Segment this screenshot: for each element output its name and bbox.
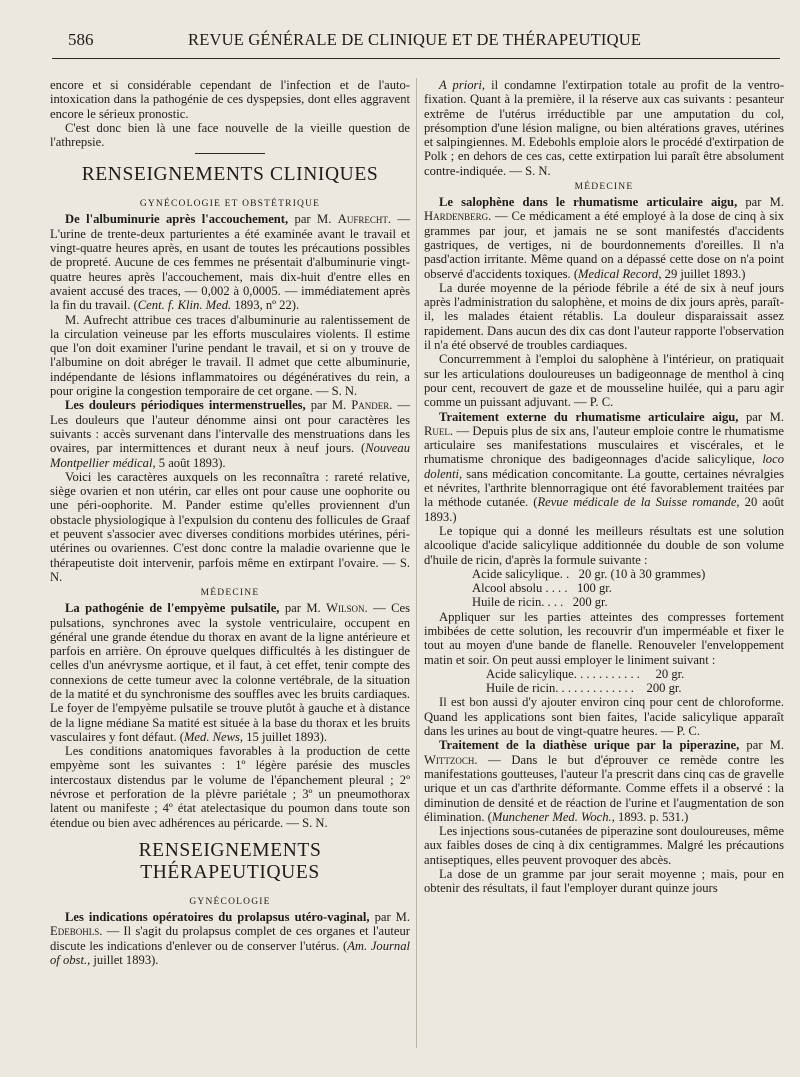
paragraph: Les injections sous-cutanées de piperazine sont douloureuses, même aux faibles doses de cinq à dix centigrammes. Malgré les précautions antiseptiques, elles peuvent provoquer des abcès.: [424, 824, 784, 867]
article-body: — Ces pulsations, synchrones avec la systole ventriculaire, occupent en général une grande étendue du thorax en avant de la ligne antérieure et parfois en arrière. On éprouve quelques difficultés à les distinguer de celles d'un anévrysme aortique, et il faut, à cet effet, tenir compte des connexions de cette tumeur avec la colonne vertébrale, de la situation de la matité et du synchronisme des souffles avec les bruits cardiaques. Le foyer de l'empyème pulsatile se trouve plutôt à gauche et à distance de la ligne médiane Sa matité est située à la base du thorax et les bruits vasculaires y font défaut. (: [50, 601, 411, 744]
article-intermenstrual-pain: [50, 398, 410, 469]
article-title: Traitement externe du rhumatisme articulaire aigu,: [439, 409, 739, 424]
article-body: — Il s'agit du prolapsus complet de ces organes et l'auteur discute les indications d'enlever ou de conserver l'utérus. (: [50, 924, 410, 953]
right-column: [424, 78, 784, 896]
short-rule: [195, 153, 265, 154]
paragraph: Appliquer sur les parties atteintes des compresses fortement imbibées de cette solution, les recouvrir d'un imperméable et fixer le tout au moyen d'une bande de flanelle. Renouveler l'enveloppement matin et soir. On peut aussi employer le liniment suivant :: [424, 609, 784, 667]
article-body: — Ce médicament a été employé à la dose de cinq à six grammes par jour, et jamais ne se sont manifestés d'accidents gastriques, de vertiges, ni de bourdonnements d'oreilles. Il n'a pasd'action irritante. Même quand on a dépassé cette dose on n'a point observé d'accidents toxiques. (: [424, 209, 784, 281]
citation: Am. Journal of obst.,: [50, 938, 410, 967]
author: Edebohls.: [50, 924, 103, 939]
running-title: REVUE GÉNÉRALE DE CLINIQUE ET DE THÉRAPEUTIQUE: [188, 30, 642, 49]
formula-line: Acide salicylique. . 20 gr. (10 à 30 grammes): [472, 566, 706, 581]
author: Wittzoch.: [424, 752, 478, 767]
article-title: Les indications opératoires du prolapsus utéro-vaginal,: [65, 909, 370, 924]
citation: Med. News,: [183, 729, 244, 744]
subheading-gynecology: GYNÉCOLOGIE ET OBSTÉTRIQUE: [139, 199, 321, 210]
paragraph: Concurremment à l'emploi du salophène à l'intérieur, on pratiquait sur les articulations douloureuses un badigeonnage de menthol à cinq pour cent, recouvert de gaze et de mousseline huilée, qui a paru agir comme un puissant adjuvant. — P. C.: [424, 352, 784, 410]
byline: par M.: [739, 738, 784, 753]
article-title: De l'albuminurie après l'accouchement,: [65, 212, 289, 227]
formula-line: Alcool absolu . . . . 100 gr.: [472, 581, 612, 596]
column-separator: [416, 78, 417, 1048]
left-column: [50, 78, 410, 967]
paragraph-text: il condamne l'extirpation totale au profit de la ventro-fixation. Quant à la première, il la réserve aux cas suivants : pesanteur extrême de l'utérus irréductible par une amputation du col, présomption d'une lésion maligne, ou bien altérations graves, utérines et salpingiennes. M. Edebohls emploie alors le procédé d'extirpation de Polk ; en dehors de ces cas, cette extirpation lui paraît être absolument contre-indiquée. — S. N.: [424, 78, 785, 178]
paragraph: [424, 78, 784, 178]
citation-tail: 1893, nº 22).: [231, 298, 300, 313]
citation-tail: 5 août 1893).: [155, 455, 226, 470]
byline: par M.: [738, 409, 784, 424]
article-piperazine: [424, 738, 784, 824]
citation: Cent. f. Klin. Med.: [137, 298, 232, 313]
subheading-medicine: MÉDECINE: [200, 588, 260, 599]
article-prolapse: [50, 910, 410, 967]
paragraph: Il est bon aussi d'y ajouter environ cinq pour cent de chloroforme. Quand les applications sont bien faites, l'acide salicylique apparaît dans les urines au bout de vingt-quatre heures. — P. C.: [424, 695, 784, 739]
author: Aufrecht.: [337, 212, 391, 227]
paragraph: Le topique qui a donné les meilleurs résultats est une solution alcoolique d'acide salicylique additionnée du double de son volume d'huile de ricin, d'après la formule suivante :: [424, 523, 784, 567]
subheading-medicine: MÉDECINE: [574, 182, 634, 193]
page-number: 586: [68, 30, 94, 49]
article-body: — Dans le but d'éprouver ce remède contre les manifestations goutteuses, l'auteur l'a prescrit dans cinq cas de gravelle urique et un cas d'arthrite déformante. Comme effets il a observé : la diminution de densité et de réaction de l'urine et l'augmentation de son élimination. (: [424, 752, 784, 824]
article-external-treatment: [424, 410, 784, 524]
citation: Munchener Med. Woch.,: [491, 809, 615, 824]
byline: par M.: [737, 195, 784, 210]
author: Pander.: [351, 398, 393, 413]
article-salophene: [424, 195, 784, 281]
article-title: Le salophène dans le rhumatisme articulaire aigu,: [439, 195, 738, 210]
article-body: sans médication concomitante. La goutte, certaines névralgies et névrites, l'arthrite blennorragique ont été favorablement traitées par la méthode cutanée. (: [424, 466, 784, 510]
header-rule: [52, 58, 780, 59]
paragraph: C'est donc bien là une face nouvelle de la vieille question de l'athrepsie.: [50, 120, 410, 150]
article-body: — L'urine de trente-deux parturientes a été examinée avant le travail et vingt-quatre heures après, en usant de toutes les précautions possibles de propreté. Aucune de ces femmes ne présentait d'albuminurie vingt-quatre heures après l'accouchement, mais dix-huit d'entre elles en avaient accusé des traces, — 0,002 à 0,0005. — immédiatement après la fin du travail. (: [50, 212, 410, 313]
citation-tail: 1893. p. 531.): [614, 809, 689, 824]
paragraph: M. Aufrecht attribue ces traces d'albuminurie au ralentissement de la circulation veineuse par les efforts musculaires violents. Il estime que l'on doit examiner l'urine pendant le travail, et si on y trouve de l'albumine on doit abréger le travail. Il admet que cette albuminurie, indépendante de lésions inflammatoires ou dégénératives du rein, a pour origine la congestion temporaire de cet organe. — S. N.: [50, 312, 410, 399]
paragraph: Les conditions anatomiques favorables à la production de cette empyème sont les suivantes : 1º légère parésie des muscles intercostaux distendus par le volume de l'épanchement pleural ; 2º névrose et perforation de la plèvre pariétale ; 3º un pneumothorax latent ou manifeste ; 4º état atelectasique du poumon dans toute son étendue ou bien avec adhérences au péricarde. — S. N.: [50, 744, 410, 830]
page-header: [58, 30, 772, 52]
author: Hardenberg.: [424, 209, 492, 224]
citation: Nouveau Montpellier médical,: [50, 441, 410, 470]
article-body: — Depuis plus de six ans, l'auteur emploie contre le rhumatisme articulaire ses manifestations musculaires et viscérales, et le rhumatisme chronique des badigeonnages d'acide salicylique,: [424, 423, 784, 467]
article-pulsatile-empyema: [50, 601, 410, 744]
byline: par M.: [369, 909, 410, 924]
paragraph: La dose de un gramme par jour serait moyenne ; mais, pour en obtenir des résultats, il faut l'employer durant quinze jours: [424, 867, 784, 896]
section-title-clinical: RENSEIGNEMENTS CLINIQUES: [81, 164, 379, 186]
citation-tail: juillet 1893).: [90, 952, 159, 967]
byline: par M.: [305, 398, 352, 413]
citation-tail: 29 juillet 1893.): [661, 266, 746, 281]
formula-line: Huile de ricin. . . . 200 gr.: [472, 595, 608, 610]
citation-tail: 20 août 1893.): [424, 495, 784, 524]
byline: par M.: [288, 212, 338, 227]
citation-tail: 15 juillet 1893).: [243, 729, 328, 744]
subheading-gynecology: GYNÉCOLOGIE: [189, 896, 271, 907]
citation: Medical Record,: [578, 266, 662, 281]
paragraph: encore et si considérable cependant de l'infection et de l'auto-intoxication dans la pathogénie de ces dyspepsies, dont elles aggravent encore le sérieux pronostic.: [50, 78, 410, 121]
citation: Revue médicale de la Suisse romande,: [537, 495, 740, 510]
article-title: Traitement de la diathèse urique par la piperazine,: [439, 738, 740, 753]
article-body: — Les douleurs que l'auteur dénomme ainsi ont pour caractères les suivants : accès survenant dans l'intervalle des menstruations dans les ovaires, par intermittences et durant neux à neuf jours. (: [50, 398, 410, 456]
paragraph: La durée moyenne de la période fébrile a été de six à neuf jours après l'administration du salophène, et moins de dix jours après, paraît-il, les malades étaient rétablis. La douleur disparaissait assez rapidement. Dans aucun des dix cas dont l'auteur rapporte l'observation il n'a été observé de troubles cardiaques.: [424, 280, 784, 353]
article-albuminuria: [50, 212, 410, 312]
formula-line: Huile de ricin. . . . . . . . . . . . . 200 gr.: [486, 681, 682, 696]
emphasis: loco dolenti,: [424, 452, 784, 481]
section-title-therapeutic: RENSEIGNEMENTS THÉRAPEUTIQUES: [138, 839, 322, 883]
paragraph: Voici les caractères auxquels on les reconnaîtra : rareté relative, siège ovarien et non utérin, car elles ont pour cause une oophorite ou une péri-oophorite. M. Pander estime qu'elles proviennent d'un obstacle physiologique à l'expulsion du contenu des follicules de Graaf et peuvent s'associer avec diverses conditions morbides utérines, péri-utérines ou ovariennes. C'est donc contre la maladie ovarienne que le thérapeutiste doit intervenir, parfois même en extirpant l'ovaire. — S. N.: [50, 469, 410, 584]
article-title: La pathogénie de l'empyème pulsatile,: [65, 601, 280, 616]
formula-line: Acide salicylique. . . . . . . . . . . 20 gr.: [486, 666, 685, 681]
article-title: Les douleurs périodiques intermenstruelles,: [65, 398, 306, 413]
emphasis: A priori,: [439, 78, 486, 92]
author: Ruel.: [424, 423, 454, 438]
author: Wilson.: [326, 601, 368, 616]
byline: par M.: [279, 601, 327, 616]
